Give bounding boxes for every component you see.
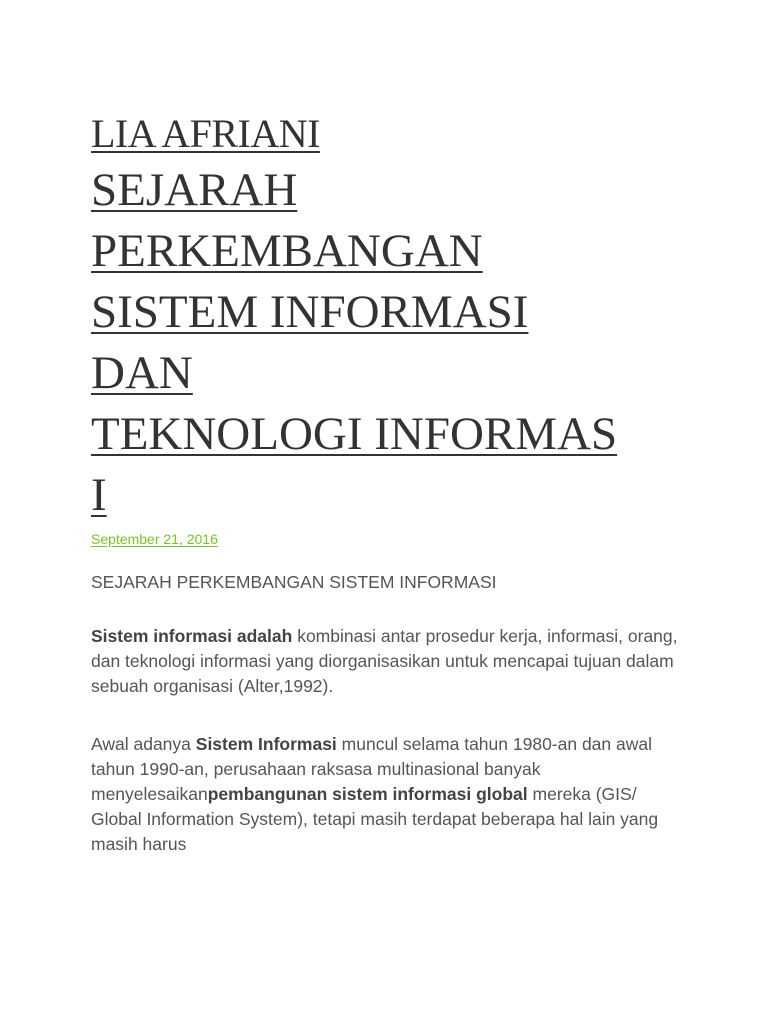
bold-term: pembangunan sistem informasi global bbox=[207, 784, 528, 804]
paragraph-history bbox=[91, 732, 681, 857]
post-title-line[interactable]: SISTEM INFORMASI bbox=[91, 286, 529, 338]
section-heading: SEJARAH PERKEMBANGAN SISTEM INFORMASI bbox=[91, 572, 497, 592]
paragraph-text: mereka (GIS/ Global Information System), tetapi masih terdapat beberapa hal lain yang masih harus bbox=[91, 784, 659, 854]
bold-term: Sistem Informasi bbox=[195, 734, 337, 754]
blog-post bbox=[91, 108, 681, 875]
post-title-line[interactable]: TEKNOLOGI INFORMAS bbox=[91, 408, 618, 460]
post-date-link[interactable]: September 21, 2016 bbox=[91, 531, 218, 547]
paragraph-text: muncul selama tahun 1980-an dan awal tahun 1990-an, perusahaan raksasa multinasional banyak menyelesaikan bbox=[91, 734, 653, 804]
paragraph-definition bbox=[91, 624, 681, 699]
post-title[interactable] bbox=[91, 160, 681, 526]
bold-term: Sistem informasi adalah bbox=[91, 626, 293, 646]
paragraph-text: kombinasi antar prosedur kerja, informasi, orang, dan teknologi informasi yang diorganisasikan untuk mencapai tujuan dalam sebuah organisasi (Alter,1992). bbox=[91, 626, 678, 696]
post-title-line[interactable]: DAN bbox=[91, 347, 193, 399]
author-link[interactable]: LIA AFRIANI bbox=[91, 111, 320, 156]
post-title-line[interactable]: I bbox=[91, 469, 107, 521]
post-title-line[interactable]: SEJARAH bbox=[91, 164, 298, 216]
paragraph-text: Awal adanya bbox=[91, 734, 196, 754]
post-title-line[interactable]: PERKEMBANGAN bbox=[91, 225, 483, 277]
